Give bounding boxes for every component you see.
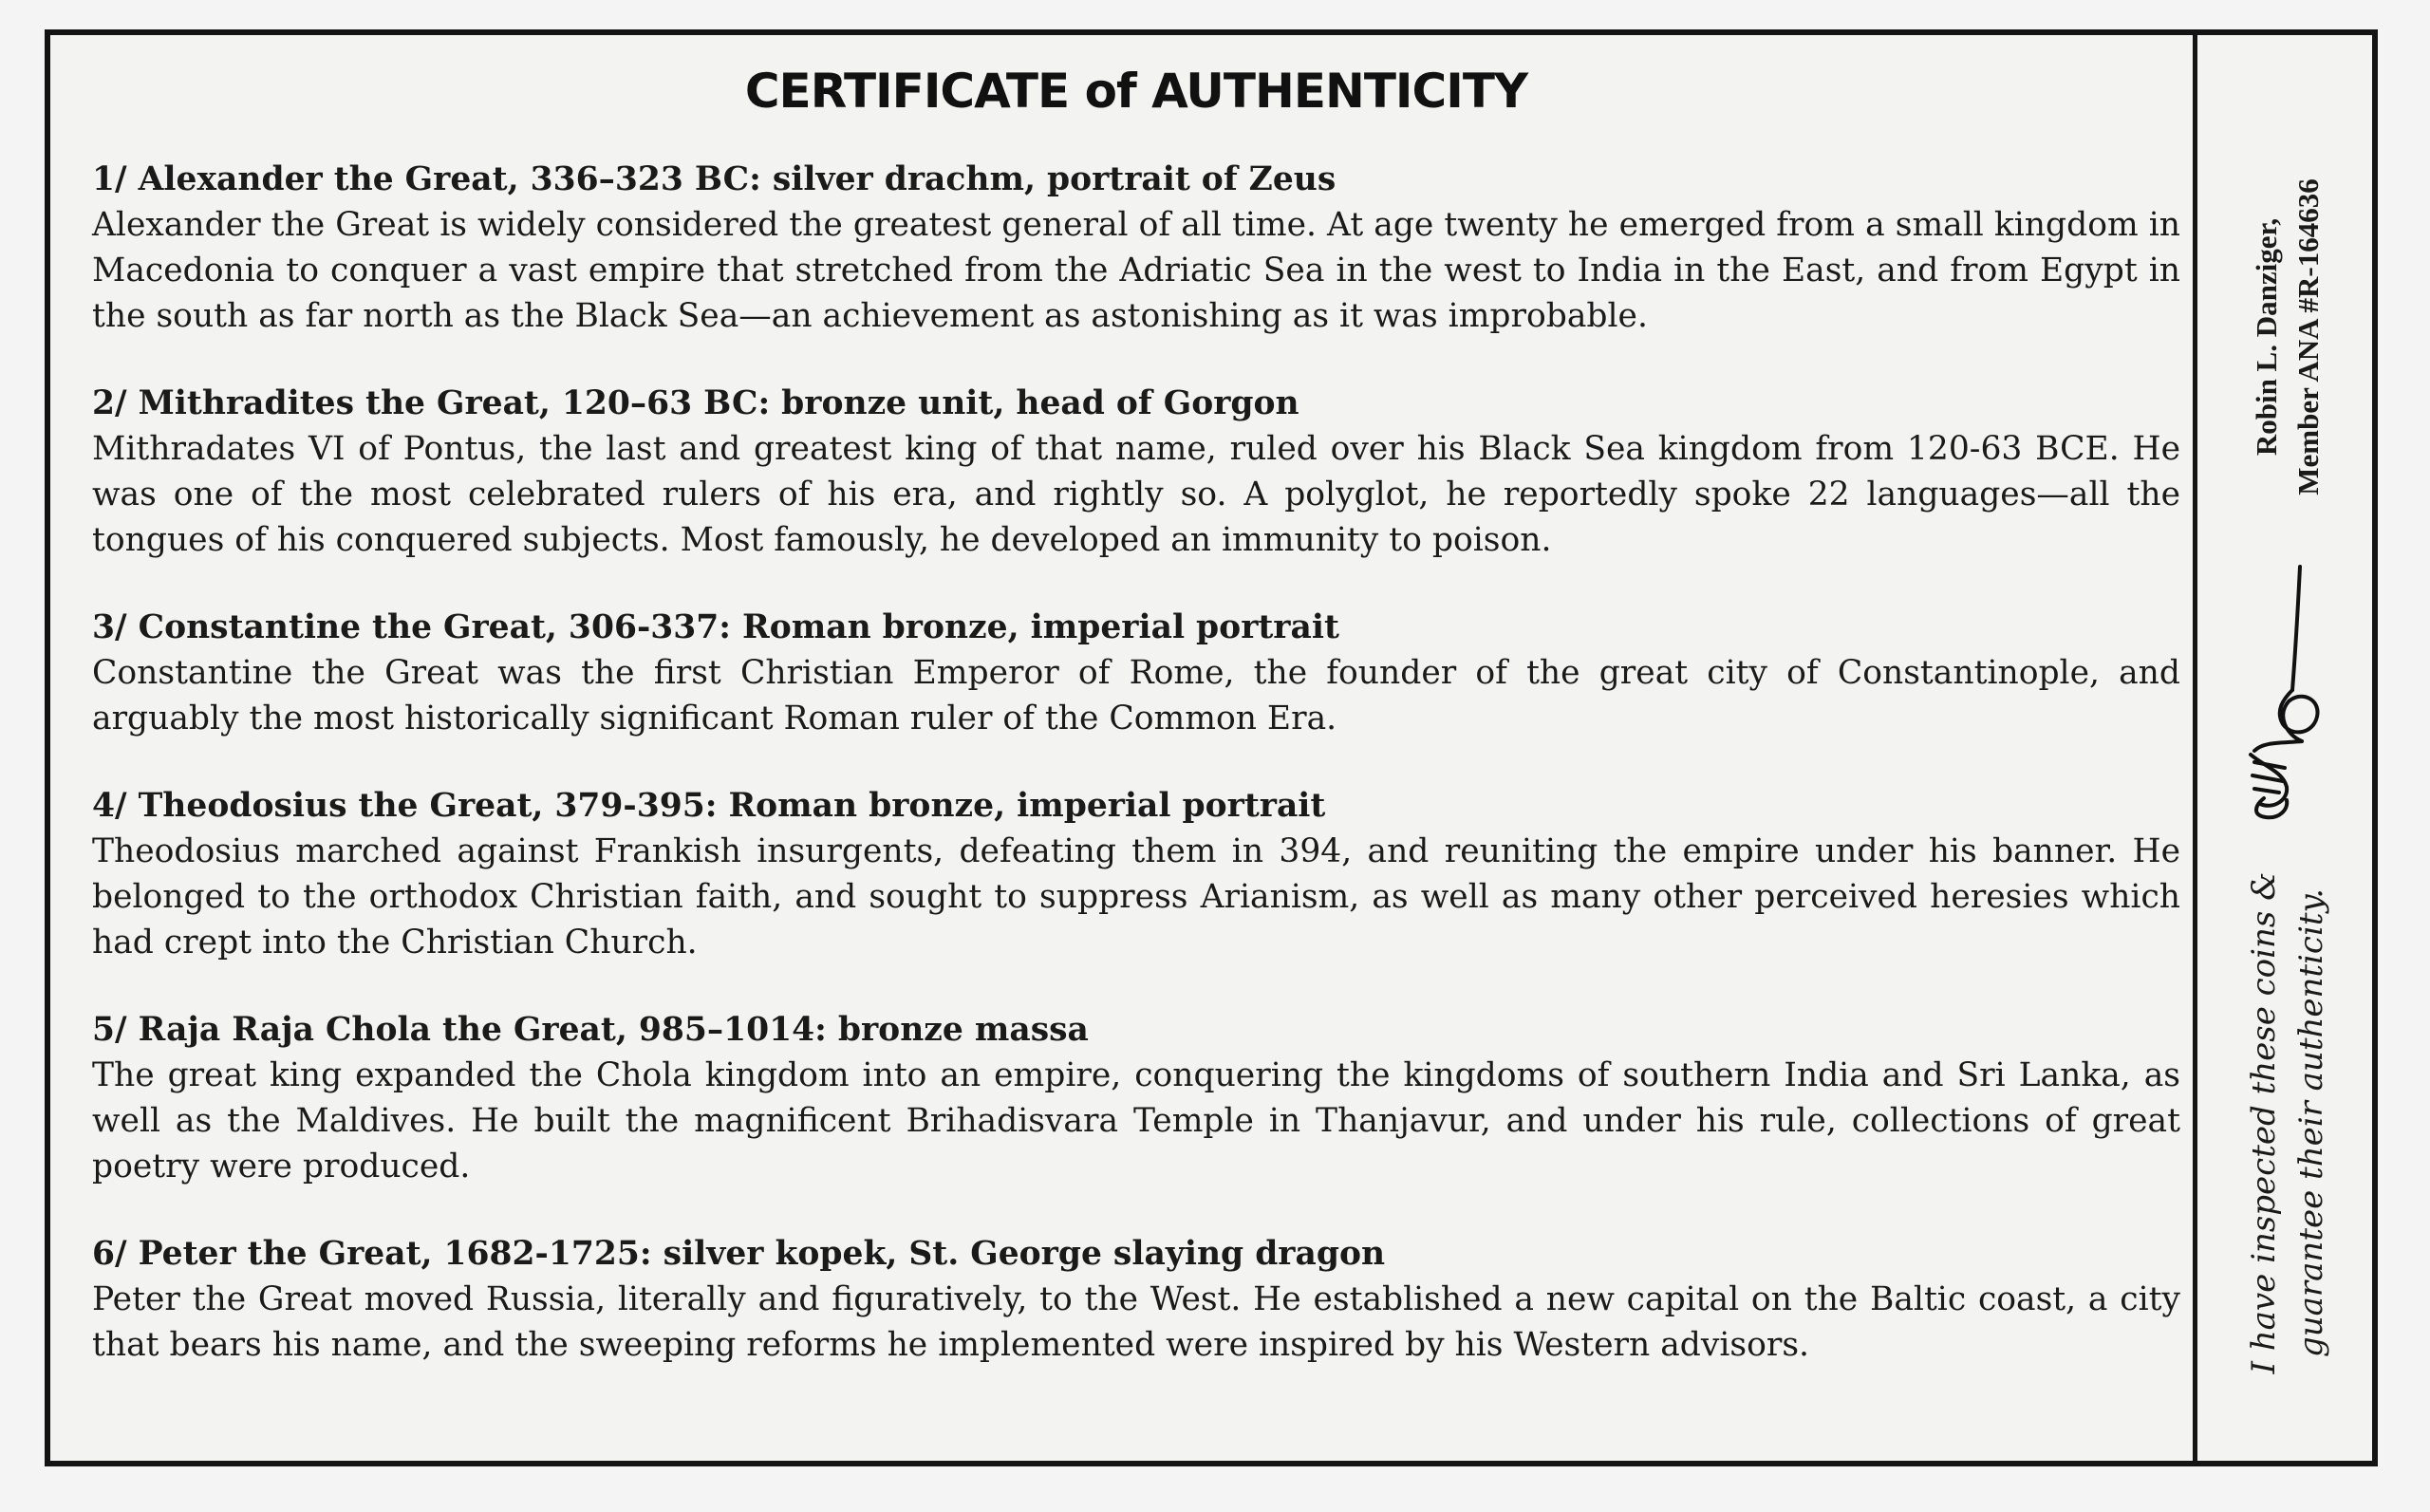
coin-entry (92, 783, 2180, 965)
attestation-line: guarantee their authenticity. (2292, 887, 2330, 1358)
authentication-sidebar (2197, 35, 2378, 1461)
coin-entry (92, 381, 2180, 563)
coin-entry-description: Peter the Great moved Russia, literally and figuratively, to the West. He established a new capital on the Baltic coast, a city that bears his name, and the sweeping reforms he implemented were inspired by his Western advisors. (92, 1280, 2180, 1364)
coin-entry (92, 157, 2180, 339)
coin-entry-heading: 2/ Mithradites the Great, 120–63 BC: bronze unit, head of Gorgon (92, 384, 1299, 422)
certificate-title: CERTIFICATE of AUTHENTICITY (744, 64, 1528, 119)
coin-entry-heading: 1/ Alexander the Great, 336–323 BC: silver drachm, portrait of Zeus (92, 160, 1336, 198)
certificate-main (92, 64, 2180, 1409)
coin-entry (92, 605, 2180, 741)
coin-entry-description: Constantine the Great was the first Christian Emperor of Rome, the founder of the great city of Constantinople, and arguably the most historically significant Roman ruler of the Common Era. (92, 654, 2180, 737)
coin-entry-heading: 5/ Raja Raja Chola the Great, 985–1014: bronze massa (92, 1011, 1089, 1049)
certificate-card (45, 29, 2378, 1466)
coin-entry-heading: 4/ Theodosius the Great, 379-395: Roman bronze, imperial portrait (92, 787, 1326, 825)
coin-entry-description: Theodosius marched against Frankish insurgents, defeating them in 394, and reuniting the empire under his banner. He belonged to the orthodox Christian faith, and sought to suppress Arianism, as well as many other perceived heresies which had crept into the Christian Church. (92, 832, 2180, 961)
coin-entry-heading: 6/ Peter the Great, 1682-1725: silver kopek, St. George slaying dragon (92, 1235, 1386, 1273)
signer-name: Robin L. Danziger, (2250, 217, 2283, 457)
signer-membership: Member ANA #R-164636 (2291, 178, 2325, 495)
coin-entry-heading: 3/ Constantine the Great, 306-337: Roman bronze, imperial portrait (92, 608, 1339, 646)
attestation-line: I have inspected these coins & (2245, 871, 2283, 1374)
coin-entry-description: Alexander the Great is widely considered the greatest general of all time. At age twenty he emerged from a small kingdom in Macedonia to conquer a vast empire that stretched from the Adriatic Sea in the west to India in the East, and from Egypt in the south as far north as the Black Sea—an achievement as astonishing as it was improbable. (92, 206, 2180, 335)
coin-entry-description: Mithradates VI of Pontus, the last and greatest king of that name, ruled over his Black Sea kingdom from 120-63 BCE. He was one of the most celebrated rulers of his era, and rightly so. A polyglot, he reportedly spoke 22 languages—all the tongues of his conquered subjects. Most famously, he developed an immunity to poison. (92, 430, 2180, 559)
attestation-statement (2240, 634, 2335, 1512)
coin-entry (92, 1007, 2180, 1189)
signer-credentials (2246, 104, 2329, 569)
coin-entry-description: The great king expanded the Chola kingdom into an empire, conquering the kingdoms of southern India and Sri Lanka, as well as the Maldives. He built the magnificent Brihadisvara Temple in Thanjavur, and under his rule, collections of great poetry were produced. (92, 1056, 2180, 1185)
coin-entry (92, 1231, 2180, 1368)
